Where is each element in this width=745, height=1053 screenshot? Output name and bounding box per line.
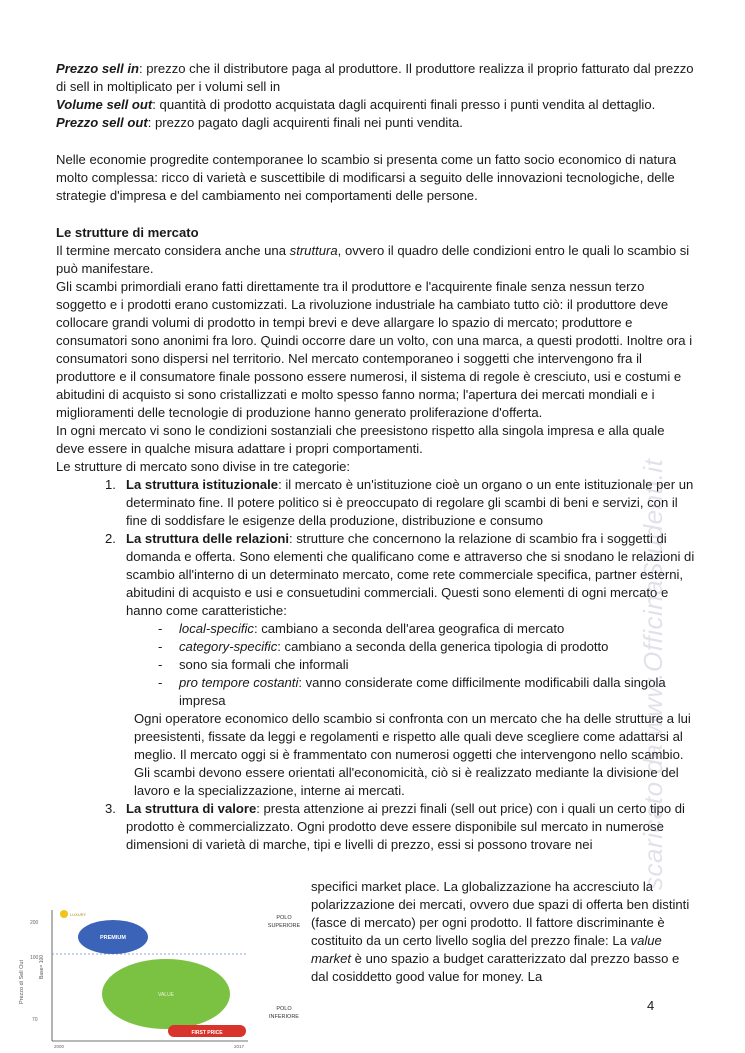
dash-item-local-specific — [56, 620, 696, 638]
list-term: La struttura di valore — [126, 801, 257, 816]
logo-text: LUXURY — [70, 912, 87, 917]
def-sell-in — [56, 60, 696, 96]
dash-item-pro-tempore — [56, 674, 696, 710]
market-structures-section — [56, 224, 696, 854]
dash-mark: - — [158, 675, 163, 690]
section-paragraph-3: In ogni mercato vi sono le condizioni sostanziali che preesistono rispetto alla singola impresa e alla quale deve essere in qualche misura adattare i propri comportamenti. — [56, 423, 665, 456]
right-col-start: specifici market place. La globalizzazione ha accresciuto la polarizzazione dei mercati, ovvero due spazi di offerta ben distinti (fasce di mercato) per ogni prodotto. Il fattore discriminante è costituito da un certo livello soglia del prezzo finale: La — [311, 879, 690, 948]
list-text: : il mercato è un'istituzione cioè un organo o un ente istituzionale per un determinato fine. Il potere politico si è preoccupato di regolare gli scambi di beni e servizi, con il fine di soddisfare le esigenze della produzione, distribuzione e consumo — [126, 477, 694, 528]
logo-icon — [60, 910, 68, 918]
list-text: : presta attenzione ai prezzi finali (sell out price) con i quali un certo tipo di prodotto è commercializzato. Ogni prodotto deve essere disponibile sul mercato in numerose dimensioni di varietà di marche, tipi e livelli di prezzo, essi si possono trovare nei — [126, 801, 685, 852]
dash-italic: local-specific — [179, 621, 254, 636]
def-sell-out-text: : prezzo pagato dagli acquirenti finali nei punti vendita. — [147, 115, 463, 130]
polo-superiore-line2: SUPERIORE — [267, 923, 301, 929]
def-sell-in-text: : prezzo che il distributore paga al produttore. Il produttore realizza il proprio fatturato dal prezzo di sell in moltiplicato per i volumi sell in — [56, 61, 694, 94]
dash-mark: - — [158, 621, 163, 636]
def-volume-sell-out — [56, 96, 696, 114]
dash-item-category-specific — [56, 638, 696, 656]
def-volume-text: : quantità di prodotto acquistata dagli acquirenti finali presso i punti vendita al dettaglio. — [152, 97, 656, 112]
list-number: 3. — [105, 801, 116, 816]
polo-inferiore-line2: INFERIORE — [269, 1014, 299, 1020]
list-term: La struttura delle relazioni — [126, 531, 289, 546]
def-sell-out — [56, 114, 696, 132]
value-label: VALUE — [157, 992, 175, 998]
dash-text: : cambiano a seconda della generica tipologia di prodotto — [277, 639, 609, 654]
dash-text: : cambiano a seconda dell'area geografica di mercato — [253, 621, 565, 636]
right-column-paragraph — [311, 878, 691, 986]
market-polarization-figure — [16, 904, 306, 1049]
section-paragraph-2: Gli scambi primordiali erano fatti direttamente tra il produttore e l'acquirente finale senza nessun terzo soggetto e i prodotti erano customizzati. La rivoluzione industriale ha cambiato tutto ciò: il produttore deve collocare grandi volumi di prodotto in tempi brevi e deve allargare lo spazio di mercato; produttore e consumatori sono anonimi fra loro. Quindi occorre dare un volto, con una marca, a questi prodotti. Inoltre ora i consumatori sono dispersi nel territorio. Nel mercato contemporaneo i soggetti che intervengono fra il produttore e il consumatore finale possono essere numerosi, il sistema di regole è cresciuto, usi e costumi e abitudini di acquisto si sono cristallizzati e molto spesso fanno norma; l'apertura dei mercati mondiali e i miglioramenti delle tecnologie di produzione hanno generato proliferazione d'offerta. — [56, 279, 693, 420]
tick-70: 70 — [32, 1017, 38, 1023]
dash-italic: category-specific — [179, 639, 278, 654]
section-heading: Le strutture di mercato — [56, 225, 199, 240]
list-text: : strutture che concernono la relazione di scambio fra i soggetti di domanda e offerta. Sono elementi che qualificano come e attraverso che si snodano le relazioni di scambio all'interno di un determinato mercato, come rete commerciale specifica, partner esterni, abitudini di acquisto e usi e consuetudini commerciali. Questi sono elementi di ogni mercato e hanno come caratteristiche: — [126, 531, 695, 618]
right-col-italic: value market — [311, 933, 662, 966]
section-paragraph-1 — [56, 242, 696, 278]
list-item-relations — [56, 530, 696, 620]
dash-italic: pro tempore costanti — [179, 675, 299, 690]
polo-superiore-line1: POLO — [276, 915, 292, 921]
def-volume-term: Volume sell out — [56, 97, 153, 112]
list-number: 1. — [105, 477, 116, 492]
right-col-end: è uno spazio a budget caratterizzato dal prezzo basso e dal cosiddetto good value for money. La — [311, 951, 680, 984]
dash-text: sono sia formali che informali — [179, 657, 349, 672]
right-column-text — [311, 878, 691, 986]
relations-paragraph: Ogni operatore economico dello scambio si confronta con un mercato che ha delle strutture a lui preesistenti, fissate da leggi e regolamenti e rispetto alle quali deve scegliere come adattarsi al meglio. Il mercato oggi si è frammentato con numerosi oggetti che intervengono nello scambio. Gli scambi devono essere orientati all'economicità, ciò si è realizzato mediante la divisione del lavoro e la specializzazione, interne ai mercati. — [134, 711, 691, 798]
watermark: scaricato da www.OfficinaStudenti.it — [638, 458, 668, 890]
p1-start: Il termine mercato considera anche una — [56, 243, 290, 258]
tick-100: 100 — [30, 955, 39, 961]
first-price-label: FIRST PRICE — [191, 1030, 223, 1036]
list-item-institutional — [56, 476, 696, 530]
x-tick-end: 2017 — [234, 1044, 245, 1049]
figure-y-label: Prezzo di Sell Out — [19, 959, 25, 1004]
dash-text: : vanno considerate come difficilmente modificabili dalla singola impresa — [179, 675, 666, 708]
x-tick-start: 2000 — [54, 1044, 65, 1049]
p1-italic: struttura — [289, 243, 338, 258]
dash-mark: - — [158, 657, 163, 672]
p1-end: , ovvero il quadro delle condizioni entro le quali lo scambio si può manifestare. — [56, 243, 690, 276]
tick-200: 200 — [30, 920, 39, 926]
intro-paragraph — [56, 151, 696, 205]
intro-text: Nelle economie progredite contemporanee lo scambio si presenta come un fatto socio economico di natura molto complessa: ricco di varietà e suscettibile di modificarsi a seguito delle innovazioni tecnologiche, delle strategie d'impresa e del cambiamento nei comportamenti delle persone. — [56, 152, 677, 203]
section-paragraph-4: Le strutture di mercato sono divise in tre categorie: — [56, 459, 351, 474]
list-item-value — [56, 800, 696, 854]
def-sell-in-term: Prezzo sell in — [56, 61, 139, 76]
dash-item-formal-informal — [56, 656, 696, 674]
list-number: 2. — [105, 531, 116, 546]
premium-label: PREMIUM — [100, 935, 126, 941]
definitions — [56, 60, 696, 132]
figure-y-label-base: Base= 100 — [39, 954, 45, 979]
page-number: 4 — [647, 998, 655, 1013]
polo-inferiore-line1: POLO — [276, 1006, 292, 1012]
list-term: La struttura istituzionale — [126, 477, 279, 492]
dash-mark: - — [158, 639, 163, 654]
def-sell-out-term: Prezzo sell out — [56, 115, 148, 130]
